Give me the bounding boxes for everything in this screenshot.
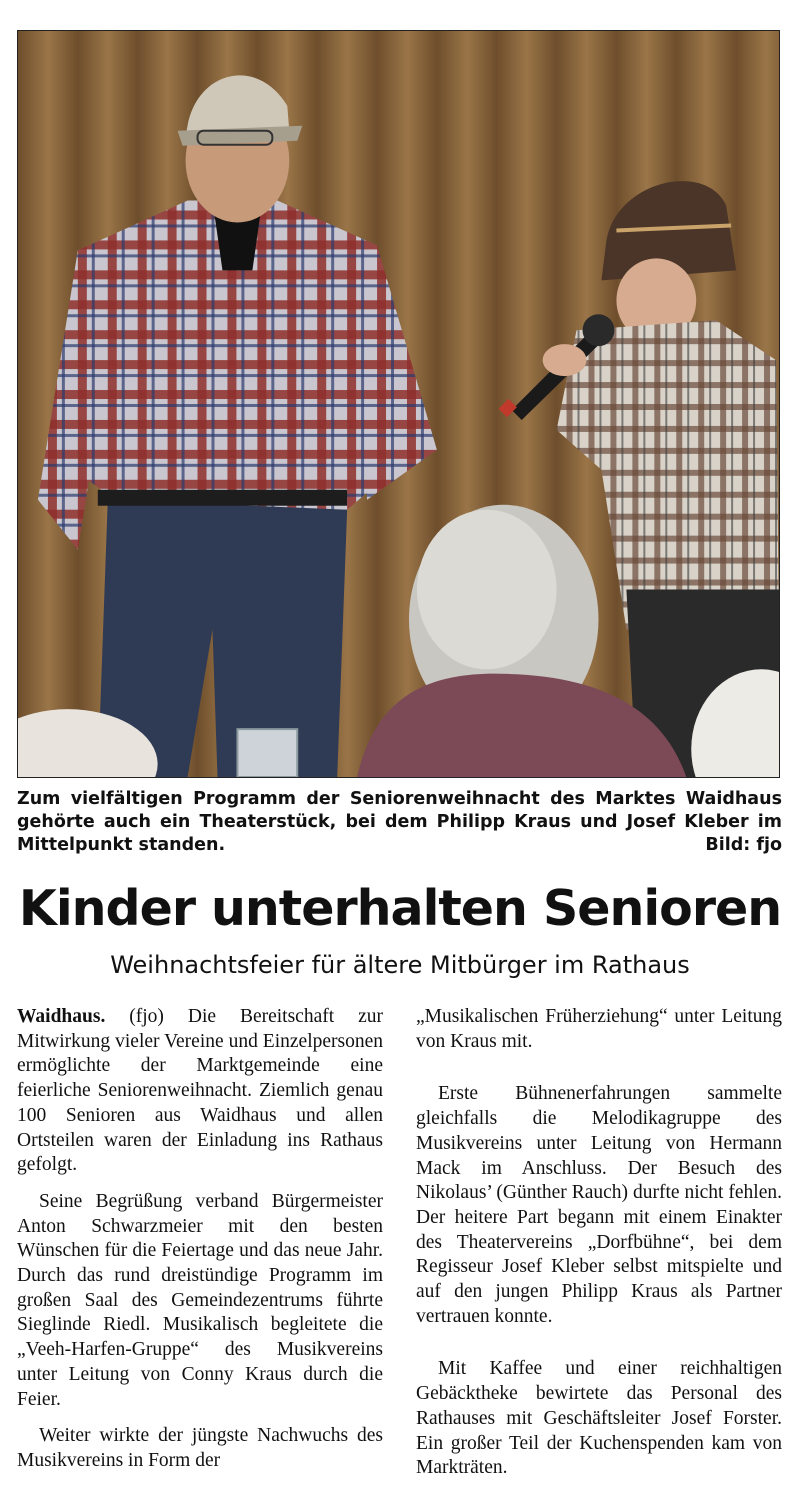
article-photo (17, 30, 780, 778)
photo-credit: Bild: fjo (705, 835, 782, 855)
stage-photo-image (18, 31, 779, 777)
article-column-left (17, 1005, 383, 1486)
dateline: Waidhaus. (17, 1006, 106, 1027)
article-paragraph: Erste Bühnenerfahrungen sammelte gleichfalls die Melodikagruppe des Musikvereins unter Leitung von Hermann Mack im Anschluss. Der Besuch des Nikolaus’ (Günther Rauch) durfte nicht fehlen. Der heitere Part begann mit einem Einakter des Theatervereins „Dorfbühne“, bei dem Regisseur Josef Kleber selbst mitspielte und auf den jungen Philipp Kraus als Partner vertrauen konnte. (416, 1083, 782, 1327)
article-paragraph: Mit Kaffee und einer reichhaltigen Gebäcktheke bewirtete das Personal des Rathauses mit Geschäftsleiter Josef Forster. Ein großer Teil der Kuchenspenden kam von Markträten. (416, 1358, 782, 1479)
article-paragraph: Weiter wirkte der jüngste Nachwuchs des Musikvereins in Form der (17, 1425, 383, 1471)
article-paragraph: „Musikalischen Früherziehung“ unter Leitung von Kraus mit. (416, 1006, 782, 1052)
subheadline: Weihnachtsfeier für ältere Mitbürger im Rathaus (110, 951, 690, 979)
caption-text: Zum vielfältigen Programm der Seniorenweihnacht des Marktes Waidhaus gehörte auch ein Theaterstück, bei dem Philipp Kraus und Josef Kleber im Mittelpunkt standen. (17, 789, 782, 855)
article-paragraph: Seine Begrüßung verband Bürgermeister Anton Schwarzmeier mit den besten Wünschen für die Feiertage und das neue Jahr. Durch das rund dreistündige Programm im großen Saal des Gemeindezentrums führte Sieglinde Riedl. Musikalisch begleitete die „Veeh-Harfen-Gruppe“ des Musikvereins unter Leitung von Conny Kraus durch die Feier. (17, 1190, 383, 1410)
article-paragraph (17, 1005, 383, 1178)
photo-caption (17, 788, 782, 857)
paragraph-text: (fjo) Die Bereitschaft zur Mitwirkung vieler Vereine und Einzelpersonen ermöglichte der Marktgemeinde eine feierliche Seniorenweihnacht. Ziemlich genau 100 Senioren aus Waidhaus und allen Ortsteilen waren der Einladung ins Rathaus gefolgt. (17, 1006, 383, 1176)
headline: Kinder unterhalten Senioren (18, 880, 782, 937)
article-column-right (416, 1005, 782, 1493)
